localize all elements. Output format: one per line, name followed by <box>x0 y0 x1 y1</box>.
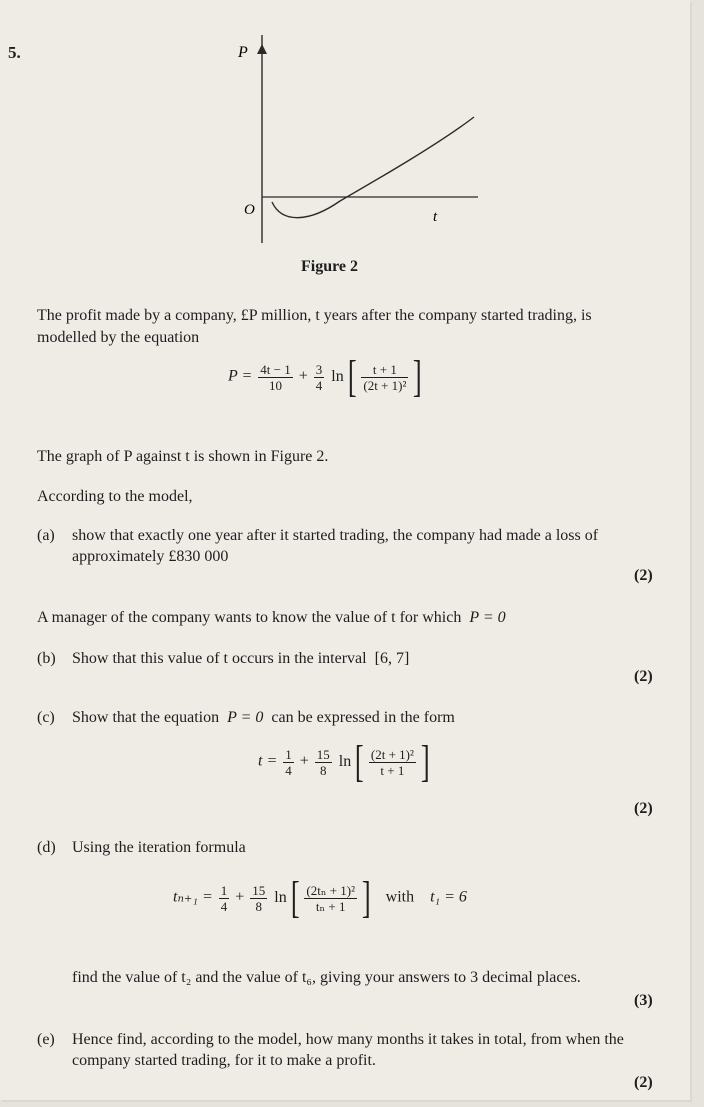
part-e-line-2: company started trading, for it to make a profit. <box>72 1052 376 1069</box>
manager-equation: P = 0 <box>469 609 506 626</box>
fraction-2: $\frac{3}{4}$ <box>315 361 323 393</box>
graph-reference-text: The graph of P against t is shown in Figure 2. <box>37 448 329 465</box>
profit-graph <box>200 35 490 250</box>
intro-line-1: The profit made by a company, £P million, t years after the company started trading, is <box>37 307 592 324</box>
iteration-formula: tₙ₊₁ = $\frac{1}{4}$ + $\frac{15}{8}$ ln[ $\frac{\text{(2tₙ + 1)²}}{\text{tₙ + 1}}$ ] with t₁ = 6 <box>173 873 467 922</box>
origin-label: O <box>244 202 255 218</box>
part-c-text: Show that the equation P = 0 can be expressed in the form <box>72 709 455 726</box>
part-a-line-1: show that exactly one year after it started trading, the company had made a loss of <box>72 527 599 544</box>
figure-caption: Figure 2 <box>301 258 359 275</box>
fraction-3: $\frac{t + 1}{\text{(2t + 1)²}}$ <box>363 361 407 393</box>
part-e-marks: (2) <box>634 1074 653 1091</box>
part-e-label: (e) <box>37 1031 55 1048</box>
equation-lhs: P = <box>228 367 253 385</box>
profit-equation: P = $\frac{4t - 1}{10}$ + $\frac{3}{4}$ ln[ $\frac{t + 1}{\text{(2t + 1)²}}$ ] <box>228 352 423 401</box>
part-a-marks: (2) <box>634 567 653 584</box>
intro-line-2: modelled by the equation <box>37 329 200 346</box>
part-a-label: (a) <box>37 527 55 544</box>
part-c-equation: t = $\frac{1}{4}$ + $\frac{15}{8}$ ln[ $\frac{\text{(2t + 1)²}}{t + 1}$ ] <box>258 737 430 786</box>
y-axis-label: P <box>238 44 248 61</box>
part-c-marks: (2) <box>634 800 653 817</box>
interval: [6, 7] <box>374 650 410 667</box>
part-c-label: (c) <box>37 709 55 726</box>
part-d-text: Using the iteration formula <box>72 839 246 856</box>
according-text: According to the model, <box>37 488 193 505</box>
fraction-1: $\frac{4t - 1}{10}$ <box>260 361 291 393</box>
part-b-text: Show that this value of t occurs in the interval [6, 7] <box>72 650 410 667</box>
part-e-line-1: Hence find, according to the model, how many months it takes in total, from when the <box>72 1031 624 1048</box>
part-b-label: (b) <box>37 650 56 667</box>
manager-text: A manager of the company wants to know the value of t for which P = 0 <box>37 609 506 626</box>
profit-curve <box>272 117 474 218</box>
part-b-marks: (2) <box>634 668 653 685</box>
question-number: 5. <box>8 43 21 62</box>
part-d-find-text: find the value of t₂ and the value of t₆, giving your answers to 3 decimal places. <box>72 969 581 986</box>
part-d-label: (d) <box>37 839 56 856</box>
y-axis-arrow <box>257 44 267 54</box>
x-axis-label: t <box>433 209 438 225</box>
part-d-marks: (3) <box>634 992 653 1009</box>
part-a-line-2: approximately £830 000 <box>72 548 229 565</box>
